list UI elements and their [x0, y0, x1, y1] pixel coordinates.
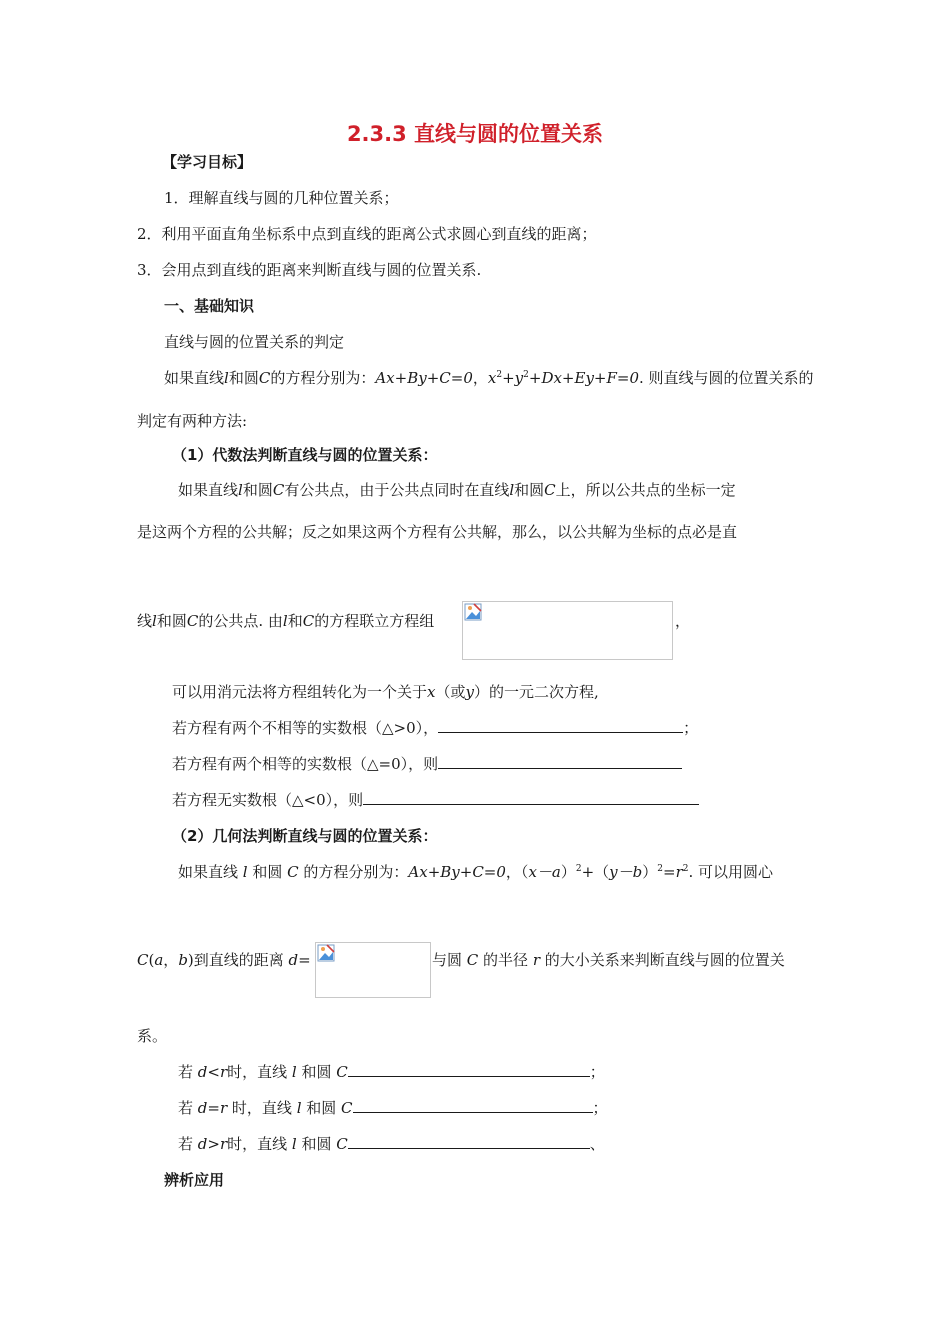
answer-blank-3[interactable]: [363, 790, 699, 805]
method1-paragraph-line1: 如果直线l和圆C有公共点，由于公共点同时在直线l和圆C上，所以公共点的坐标一定: [178, 481, 736, 499]
subheading-determination: 直线与圆的位置关系的判定: [164, 333, 345, 351]
goal-item-2: 2．利用平面直角坐标系中点到直线的距离公式求圆心到直线的距离；: [137, 225, 597, 243]
goal-item-3: 3．会用点到直线的距离来判断直线与圆的位置关系.: [137, 261, 482, 279]
distance-formula-image: [315, 942, 431, 998]
method2-paragraph-line2b: 与圆 C 的半径 r 的大小关系来判断直线与圆的位置关: [432, 951, 785, 969]
method1-paragraph-line3: 线l和圆C的公共点. 由l和C的方程联立方程组: [137, 612, 435, 630]
broken-image-icon: [317, 944, 335, 962]
case-d-less-than-r: 若 d<r时，直线 l 和圆 C ；: [178, 1063, 605, 1081]
method2-heading: （2）几何法判断直线与圆的位置关系：: [172, 827, 438, 845]
answer-blank-6[interactable]: [348, 1134, 590, 1149]
case-d-greater-than-r: 若 d>r时，直线 l 和圆 C 、: [178, 1135, 605, 1153]
method2-paragraph-line1: 如果直线 l 和圆 C 的方程分别为：Ax+By+C=0，$(x-a)^2+(y-b)^2=r^2$. 可以用圆心: [178, 863, 774, 881]
method1-heading: （1）代数法判断直线与圆的位置关系：: [172, 446, 438, 464]
intro-paragraph-line1: 如果直线l和圆C的方程分别为：Ax+By+C=0，$x^2+y^2+Dx+Ey+F=0$. 则直线与圆的位置关系的: [164, 369, 814, 387]
page-title: 2.3.3 直线与圆的位置关系: [346, 122, 604, 146]
method1-paragraph-line2: 是这两个方程的公共解；反之如果这两个方程有公共解，那么，以公共解为坐标的点必是直: [137, 523, 738, 541]
section-heading-application: 辨析应用: [164, 1171, 225, 1189]
answer-blank-4[interactable]: [348, 1062, 590, 1077]
answer-blank-5[interactable]: [353, 1098, 593, 1113]
case-no-real-roots: 若方程无实数根（△<0），则: [172, 790, 699, 810]
section-heading-basics: 一、基础知识: [164, 297, 255, 315]
intro-paragraph-line2: 判定有两种方法:: [137, 412, 248, 430]
goals-heading: 【学习目标】: [162, 153, 253, 171]
method2-paragraph-line3: 系。: [137, 1027, 168, 1045]
case-two-distinct-roots: 若方程有两个不相等的实数根（△>0）， ；: [172, 719, 699, 737]
broken-image-icon: [464, 603, 482, 621]
equation-system-comma: ，: [675, 612, 691, 630]
method2-paragraph-line2a: C(a，b)到直线的距离 d=: [137, 951, 311, 969]
goal-item-1: 1．理解直线与圆的几种位置关系；: [164, 189, 399, 207]
case-d-equal-r: 若 d=r 时，直线 l 和圆 C ；: [178, 1099, 608, 1117]
equation-system-image: [462, 601, 673, 660]
answer-blank-2[interactable]: [438, 754, 682, 769]
answer-blank-1[interactable]: [438, 718, 683, 733]
method1-paragraph-line4: 可以用消元法将方程组转化为一个关于x（或y）的一元二次方程,: [172, 683, 599, 701]
case-two-equal-roots: 若方程有两个相等的实数根（△=0），则: [172, 754, 682, 774]
